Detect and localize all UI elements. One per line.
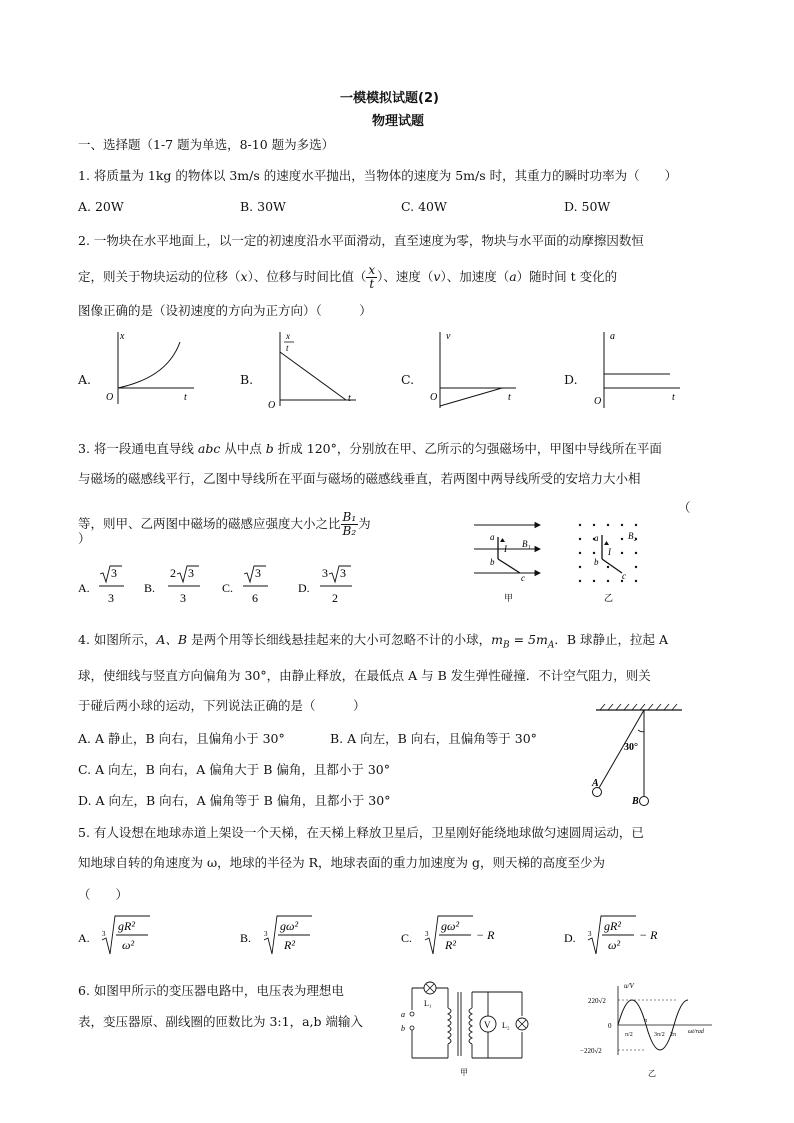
graph-c-ylabel: v: [446, 331, 451, 342]
q6-v-label: V: [484, 1020, 491, 1030]
q4-sub-a: A: [547, 640, 555, 651]
q2-line2: [78, 262, 617, 292]
secondary-coil: [469, 1008, 472, 1044]
wave-bottom-label: −220√2: [580, 1047, 602, 1055]
q3-figure-jia: [470, 515, 550, 605]
ceiling-hatch: [600, 704, 677, 710]
q3-yi-b: b: [594, 557, 599, 567]
q3-line1-c: 折成 120°，分别放在甲、乙所示的匀强磁场中，甲图中导线所在平面: [273, 441, 662, 456]
q2-line2-b: ）、位移与时间比值（: [247, 269, 367, 284]
q2-sym-a: a: [509, 269, 517, 284]
q3-yi-caption: 乙: [604, 593, 614, 603]
q3-opt-d-coef: 3: [322, 566, 328, 580]
q6-yi-caption: 乙: [648, 1069, 656, 1078]
graph-c-line: [440, 388, 502, 406]
graph-d-tlabel: t: [672, 392, 675, 403]
q3-abc: abc: [197, 441, 221, 456]
q3-line3: [78, 508, 371, 540]
q3-options: [78, 562, 378, 612]
q3-ratio-num: B₁: [342, 510, 357, 524]
q5-option-b: [240, 916, 312, 954]
q3-opt-c-label: C.: [222, 581, 234, 595]
lamp-l1: [424, 982, 436, 994]
q3-option-a: [78, 566, 124, 605]
q5-opt-c-num: gω²: [441, 919, 460, 933]
q2-label-c: C.: [401, 372, 415, 387]
q3-line1-a: 3. 将一段通电直导线: [78, 441, 198, 456]
q3-yi-c: c: [622, 571, 626, 581]
q5-opt-d-tail: − R: [639, 928, 658, 942]
q2-graph-b: [262, 330, 362, 410]
q6-l1-label: L₁: [424, 999, 432, 1008]
q5-options: [78, 912, 698, 962]
q2-label-b: B.: [240, 372, 254, 387]
q3-opt-b-root: 3: [188, 566, 194, 580]
q4-line2: 球，使细线与竖直方向偏角为 30°，由静止释放，在最低点 A 与 B 发生弹性碰撞．不计空气阻力，则关: [78, 668, 651, 683]
q5-line2: 知地球自转的角速度为 ω，地球的半径为 R，地球表面的重力加速度为 g，则天梯的高度至少为: [78, 855, 606, 870]
primary-coil: [448, 1008, 451, 1044]
q3-opt-a-den: 3: [108, 591, 114, 605]
q6-waveform-figure: [578, 980, 718, 1080]
q3-line3-b: 为: [358, 516, 371, 531]
q2-graph-c: [422, 330, 522, 410]
q4-eq: = 5m: [509, 632, 548, 647]
q3-yi-I: I: [608, 547, 611, 557]
q4-option-c: C. A 向左，B 向右，A 偏角大于 B 偏角，且都小于 30°: [78, 762, 390, 777]
q4-line1-c: 是两个用等长细线悬挂起来的大小可忽略不计的小球，: [187, 632, 492, 647]
q3-jia-c: c: [521, 573, 525, 583]
q5-line3: （ ）: [78, 887, 129, 902]
graph-b-tlabel: t: [348, 393, 351, 404]
q2-line2-a: 定，则关于物块运动的位移（: [78, 269, 241, 284]
q5-opt-d-den: ω²: [608, 938, 621, 952]
ball-a-label: A: [592, 778, 599, 789]
q6-line2: 表，变压器原、副线圈的匝数比为 3:1，a,b 端输入: [78, 1014, 363, 1029]
q3-opt-b-label: B.: [144, 581, 156, 595]
wave-tick-2pi: 2π: [670, 1032, 677, 1038]
q5-opt-b-label: B.: [240, 931, 252, 945]
graph-a-origin: O: [106, 392, 114, 403]
q5-opt-d-label: D.: [564, 931, 576, 945]
q3-jia-b: b: [490, 557, 495, 567]
q3-yi-B2: B₂: [628, 531, 637, 541]
q3-paren-open: （: [678, 500, 691, 515]
q5-line1: 5. 有人设想在地球赤道上架设一个天梯，在天梯上释放卫星后，卫星刚好能绕地球做匀速圆周运动，已: [78, 825, 644, 840]
q2-ratio-fraction: [366, 264, 377, 291]
wave-tick-pi: π: [644, 1018, 648, 1024]
q3-jia-current-arrow: [500, 538, 505, 542]
q3-line1: [78, 441, 662, 457]
q5-opt-a-index: 3: [102, 930, 106, 938]
wave-top-label: 220√2: [588, 997, 606, 1005]
q2-line3: 图像正确的是（设初速度的方向为正方向）（ ）: [78, 303, 372, 318]
q3-opt-d-root: 3: [340, 566, 346, 580]
wave-tick-pi-half: π/2: [625, 1032, 633, 1038]
q2-line2-d: ）、加速度（: [440, 269, 510, 284]
q3-opt-d-den: 2: [332, 591, 338, 605]
q3-opt-a-root: 3: [111, 566, 117, 580]
q3-jia-B1: B₁: [522, 539, 531, 549]
lamp-l2: [516, 1018, 528, 1030]
q2-frac-den: t: [369, 277, 375, 291]
graph-d-origin: O: [594, 396, 602, 407]
q1-option-c: C. 40W: [401, 199, 447, 214]
q5-opt-a-den: ω²: [122, 938, 135, 952]
q3-jia-a: a: [490, 532, 495, 542]
q4-line1: [78, 632, 668, 654]
q3-ratio-fraction: [341, 511, 359, 538]
q5-option-c: [401, 916, 495, 954]
graph-b-origin: O: [268, 400, 276, 411]
q2-sym-x: x: [240, 269, 248, 284]
q3-opt-c-root: 3: [255, 566, 261, 580]
q2-label-a: A.: [78, 372, 92, 387]
q1-option-a: A. 20W: [78, 199, 124, 214]
q5-opt-c-label: C.: [401, 931, 413, 945]
q2-line1: 2. 一物块在水平地面上，以一定的初速度沿水平面滑动，直至速度为零，物块与水平面的动摩擦因数恒: [78, 233, 644, 248]
q5-opt-d-num: gR²: [604, 919, 621, 933]
q3-figure-yi: [570, 515, 650, 605]
graph-a-tlabel: t: [184, 392, 187, 403]
q4-pendulum-figure: [582, 700, 702, 810]
q2-line2-c: ）、速度（: [377, 269, 434, 284]
q4-sub-b: B: [502, 640, 510, 651]
ball-b-label: B: [632, 796, 639, 807]
q3-opt-d-label: D.: [298, 581, 310, 595]
q4-option-d: D. A 向左，B 向右，A 偏角等于 B 偏角，且都小于 30°: [78, 793, 391, 808]
q4-line1-d: ．B 球静止，拉起 A: [554, 632, 668, 647]
q3-line3-a: 等，则甲、乙两图中磁场的磁感应强度大小之比: [78, 516, 341, 531]
q6-line1: 6. 如图甲所示的变压器电路中，电压表为理想电: [78, 983, 344, 998]
q5-opt-c-den: R²: [445, 938, 456, 952]
q4-option-b: B. A 向左，B 向右，且偏角等于 30°: [330, 731, 537, 746]
angle-arc: [638, 730, 644, 732]
page-title: 一模模拟试题(2): [340, 91, 439, 106]
voltmeter: [480, 1016, 496, 1032]
section-heading: 一、选择题（1-7 题为单选，8-10 题为多选）: [78, 137, 335, 152]
q3-paren-close: ）: [78, 531, 91, 546]
q5-option-a: [78, 916, 150, 954]
graph-b-ylabel-den: t: [286, 343, 289, 353]
q5-opt-d-index: 3: [588, 930, 592, 938]
q3-line2: 与磁场的磁感线平行，乙图中导线所在平面与磁场的磁感线垂直，若两图中两导线所受的安培力大小相: [78, 471, 641, 486]
q3-opt-c-den: 6: [252, 591, 258, 605]
q3-yi-current-arrow: [604, 541, 609, 545]
q5-opt-b-index: 3: [264, 930, 268, 938]
q1-option-b: B. 30W: [240, 199, 286, 214]
graph-b-line: [280, 352, 346, 400]
wave-zero-label: 0: [608, 1022, 612, 1030]
q1-stem: 1. 将质量为 1kg 的物体以 3m/s 的速度水平抛出，当物体的速度为 5m/s 时，其重力的瞬时功率为（ ）: [78, 168, 678, 183]
q6-l2-label: L₂: [502, 1021, 510, 1030]
wave-tick-3pi-half: 3π/2: [654, 1032, 665, 1038]
q3-jia-caption: 甲: [504, 593, 514, 603]
q4-line1-a: 4. 如图所示，: [78, 632, 157, 647]
angle-label: 30°: [624, 742, 638, 753]
q5-opt-b-den: R²: [284, 938, 295, 952]
q4-line3: 于碰后两小球的运动，下列说法正确的是（ ）: [78, 698, 366, 713]
graph-d-ylabel: a: [610, 331, 615, 342]
q3-jia-I: I: [504, 544, 507, 554]
q2-graph-a: [100, 330, 200, 410]
graph-c-tlabel: t: [508, 392, 511, 403]
q3-b: b: [265, 441, 274, 456]
q4-option-a: A. A 静止，B 向右，且偏角小于 30°: [78, 731, 285, 746]
q5-opt-c-index: 3: [425, 930, 429, 938]
terminal-b: [410, 1026, 414, 1030]
graph-c-origin: O: [430, 392, 438, 403]
q4-m: m: [491, 632, 503, 647]
q1-option-d: D. 50W: [564, 199, 611, 214]
q2-frac-num: x: [368, 263, 376, 277]
q5-opt-a-label: A.: [78, 931, 90, 945]
q3-ratio-den: B₂: [342, 524, 357, 538]
q3-option-b: [144, 566, 200, 605]
q5-option-d: [564, 916, 658, 954]
q6-a-label: a: [401, 1010, 405, 1019]
page-subtitle: 物理试题: [372, 114, 425, 129]
q2-sym-v: v: [433, 269, 441, 284]
q5-opt-a-num: gR²: [118, 919, 135, 933]
q5-opt-c-tail: − R: [476, 928, 495, 942]
q4-line1-b: A、B: [156, 632, 188, 647]
q5-opt-b-num: gω²: [280, 919, 299, 933]
terminal-a: [410, 1012, 414, 1016]
q2-graph-d: [586, 330, 686, 410]
q2-line2-e: ）随时间 t 变化的: [516, 269, 618, 284]
q3-option-c: [222, 566, 268, 605]
q6-b-label: b: [401, 1024, 405, 1033]
wave-ylabel: u/V: [624, 982, 634, 990]
wave-xlabel: ωt/rad: [688, 1029, 704, 1035]
q3-yi-a: a: [594, 533, 599, 543]
graph-a-curve: [118, 342, 180, 388]
q3-opt-b-den: 3: [180, 591, 186, 605]
q6-circuit-figure: [396, 978, 536, 1078]
q6-jia-caption: 甲: [460, 1068, 468, 1077]
q3-option-d: [298, 566, 352, 605]
q3-opt-a-label: A.: [78, 581, 90, 595]
graph-b-ylabel-num: x: [286, 331, 290, 341]
q3-line1-b: 从中点: [220, 441, 266, 456]
q3-opt-b-coef: 2: [170, 566, 176, 580]
graph-a-ylabel: x: [120, 331, 125, 342]
ball-b: [640, 797, 649, 806]
q2-label-d: D.: [564, 372, 578, 387]
